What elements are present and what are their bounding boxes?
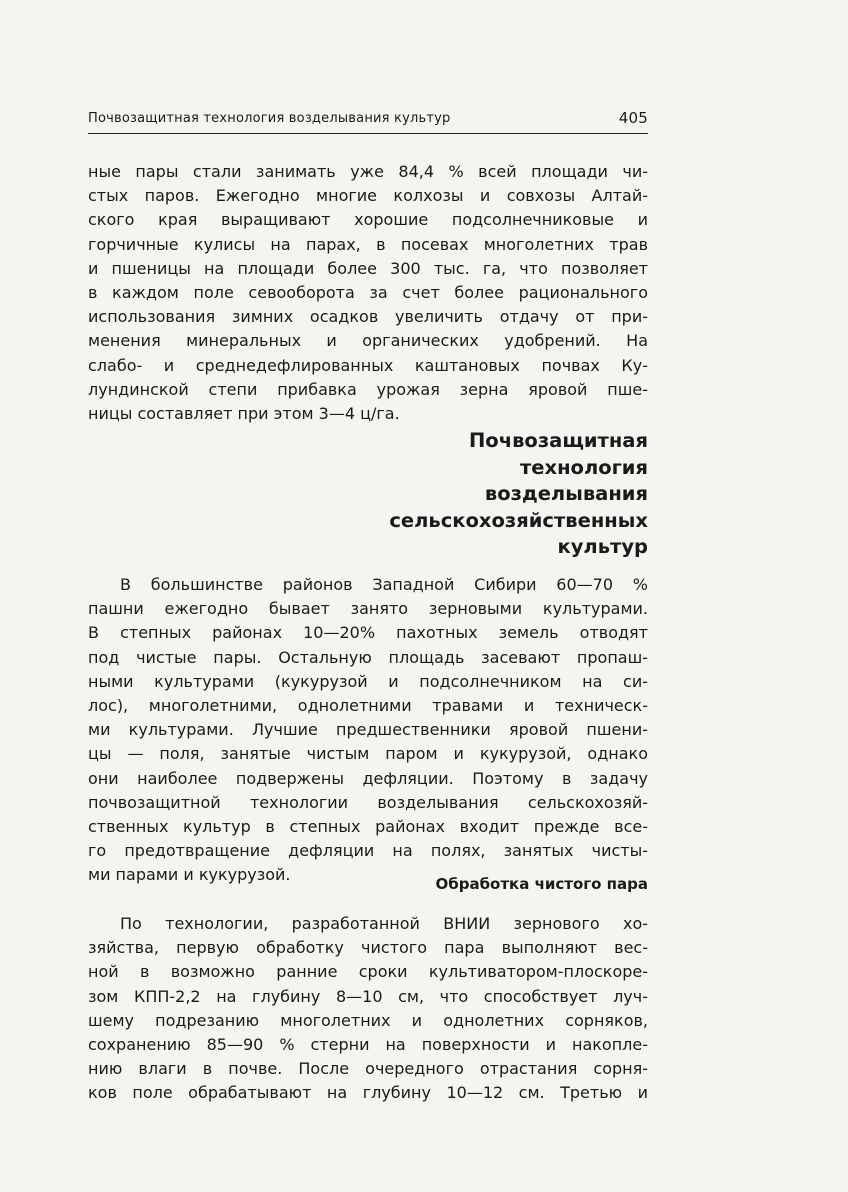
header-rule	[88, 133, 648, 134]
text-line: ми культурами. Лучшие предшественники яровой пшени-	[88, 720, 648, 740]
running-title: Почвозащитная технология возделывания культур	[88, 111, 451, 126]
text-line: нию влаги в почве. После очередного отрастания сорня-	[88, 1059, 648, 1079]
text-line: го предотвращение дефляции на полях, занятых чисты-	[88, 841, 648, 861]
section-heading-line: возделывания	[484, 482, 648, 505]
text-line: ми парами и кукурузой.	[88, 865, 291, 885]
section-heading-line: Почвозащитная	[468, 429, 648, 452]
text-line: ского края выращивают хорошие подсолнечниковые и	[88, 210, 648, 230]
text-line: По технологии, разработанной ВНИИ зернового хо-	[120, 914, 648, 933]
paragraph-fallow-treatment	[88, 912, 648, 1106]
text-line: сохранению 85—90 % стерни на поверхности и накопле-	[88, 1034, 648, 1054]
text-line: В большинстве районов Западной Сибири 60—70 %	[120, 575, 648, 594]
text-line: в каждом поле севооборота за счет более рационального	[88, 282, 648, 302]
paragraph-intro	[88, 573, 648, 887]
text-line: ной в возможно ранние сроки культиватором-плоскоре-	[88, 962, 648, 982]
running-head	[88, 109, 648, 131]
text-line: лос), многолетними, однолетними травами и техническ-	[88, 695, 648, 715]
text-line: и пшеницы на площади более 300 тыс. га, что позволяет	[88, 258, 648, 278]
text-line: под чистые пары. Остальную площадь засевают пропаш-	[88, 647, 648, 667]
text-line: использования зимних осадков увеличить отдачу от при-	[88, 307, 648, 327]
section-heading	[248, 428, 648, 561]
text-line: ными культурами (кукурузой и подсолнечником на си-	[88, 671, 648, 691]
text-line: цы — поля, занятые чистым паром и кукурузой, однако	[88, 744, 648, 764]
text-line: ницы составляет при этом 3—4 ц/га.	[88, 403, 400, 423]
text-line: стых паров. Ежегодно многие колхозы и совхозы Алтай-	[88, 186, 648, 206]
subsection-heading: Обработка чистого пара	[435, 875, 648, 893]
text-line: В степных районах 10—20% пахотных земель отводят	[88, 623, 648, 643]
text-line: ные пары стали занимать уже 84,4 % всей площади чи-	[88, 162, 648, 181]
text-line: почвозащитной технологии возделывания сельскохозяй-	[88, 792, 648, 812]
section-heading-line: технология	[519, 455, 648, 479]
text-line: горчичные кулисы на парах, в посевах многолетних трав	[88, 234, 648, 254]
text-line: лундинской степи прибавка урожая зерна яровой пше-	[88, 379, 648, 399]
section-heading-line: культур	[557, 535, 648, 558]
page-number: 405	[618, 109, 648, 127]
paragraph-continued	[88, 160, 648, 426]
text-line: менения минеральных и органических удобрений. На	[88, 331, 648, 351]
text-line: ков поле обрабатывают на глубину 10—12 см. Третью и	[88, 1083, 648, 1103]
text-line: зом КПП-2,2 на глубину 8—10 см, что способствует луч-	[88, 986, 648, 1006]
text-line: слабо- и среднедефлированных каштановых почвах Ку-	[88, 355, 648, 375]
text-line: пашни ежегодно бывает занято зерновыми культурами.	[88, 599, 648, 619]
section-heading-line: сельскохозяйственных	[389, 508, 648, 532]
text-line: зяйства, первую обработку чистого пара выполняют вес-	[88, 938, 648, 958]
text-line: шему подрезанию многолетних и однолетних сорняков,	[88, 1010, 648, 1030]
text-line: они наиболее подвержены дефляции. Поэтому в задачу	[88, 768, 648, 788]
text-line: ственных культур в степных районах входит прежде все-	[88, 816, 648, 836]
